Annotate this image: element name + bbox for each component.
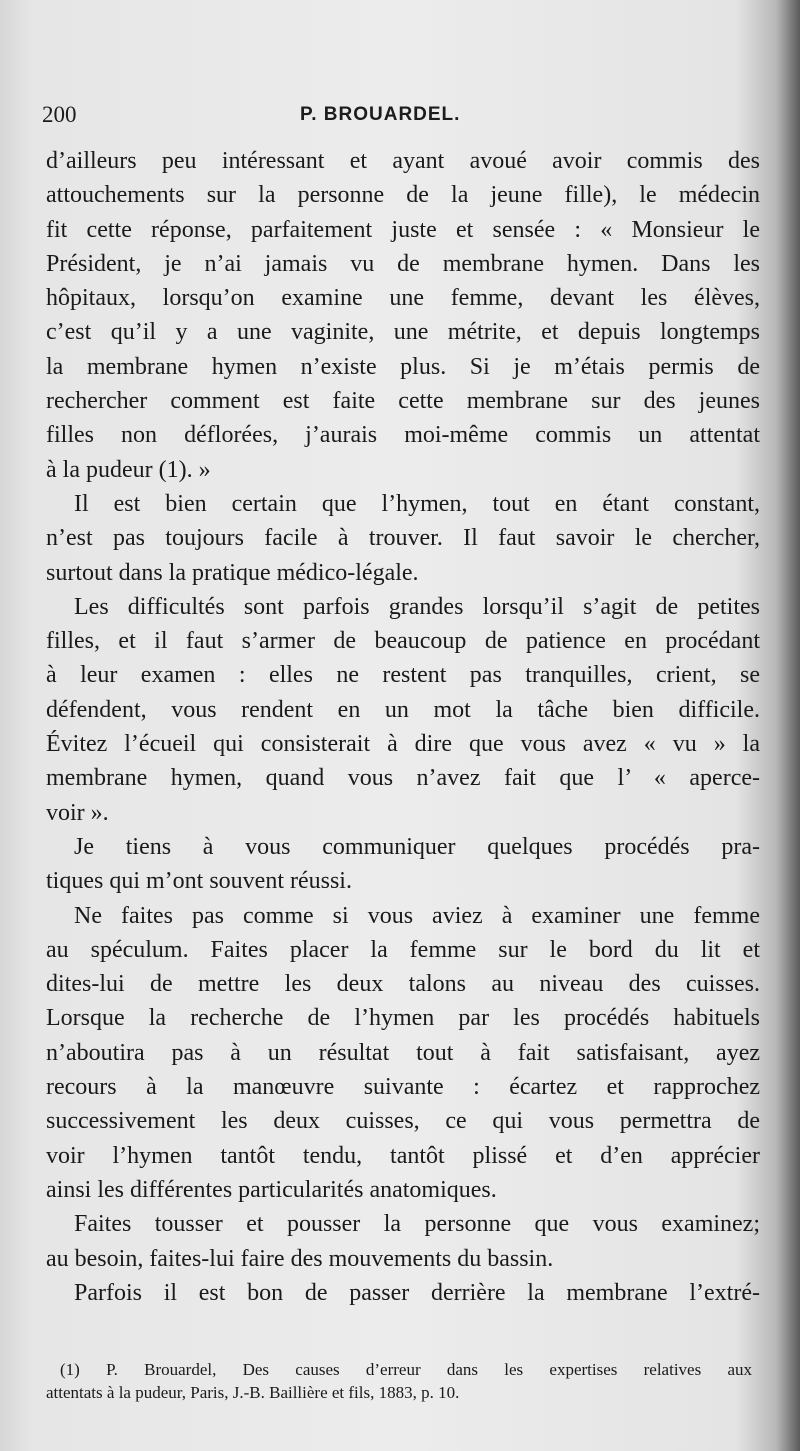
text-line: successivement les deux cuisses, ce qui vous permettra de — [46, 1108, 760, 1135]
text-line: rechercher comment est faite cette membrane sur des jeunes — [46, 388, 760, 415]
text-line: recours à la manœuvre suivante : écartez et rapprochez — [46, 1074, 760, 1101]
text-line: au besoin, faites-lui faire des mouvements du bassin. — [46, 1245, 554, 1272]
text-line: hôpitaux, lorsqu’on examine une femme, devant les élèves, — [46, 285, 760, 312]
text-line: Ne faites pas comme si vous aviez à examiner une femme — [74, 902, 760, 929]
text-line: Les difficultés sont parfois grandes lorsqu’il s’agit de petites — [74, 593, 760, 620]
text-line: voir ». — [46, 799, 109, 826]
text-line: à leur examen : elles ne restent pas tranquilles, crient, se — [46, 662, 760, 689]
text-line: voir l’hymen tantôt tendu, tantôt plissé et d’en apprécier — [46, 1142, 760, 1169]
text-line: ainsi les différentes particularités anatomiques. — [46, 1176, 497, 1203]
text-line: attouchements sur la personne de la jeune fille), le médecin — [46, 182, 760, 209]
body-text — [46, 144, 760, 1310]
text-line: la membrane hymen n’existe plus. Si je m’étais permis de — [46, 353, 760, 380]
text-line: filles non déflorées, j’aurais moi-même commis un attentat — [46, 422, 760, 449]
running-head: P. BROUARDEL. — [300, 104, 461, 125]
text-line: membrane hymen, quand vous n’avez fait que l’ « aperce- — [46, 765, 760, 792]
footnote-line: attentats à la pudeur, Paris, J.-B. Baillière et fils, 1883, p. 10. — [46, 1383, 460, 1402]
text-line: défendent, vous rendent en un mot la tâche bien difficile. — [46, 696, 760, 723]
text-line: dites-lui de mettre les deux talons au niveau des cuisses. — [46, 971, 760, 998]
text-line: au spéculum. Faites placer la femme sur le bord du lit et — [46, 936, 760, 963]
footnote-line: (1) P. Brouardel, Des causes d’erreur dans les expertises relatives aux — [60, 1360, 752, 1379]
text-line: Je tiens à vous communiquer quelques procédés pra- — [74, 833, 760, 860]
text-line: surtout dans la pratique médico-légale. — [46, 559, 419, 586]
text-line: Faites tousser et pousser la personne que vous examinez; — [74, 1211, 760, 1238]
footnote — [46, 1358, 752, 1404]
page-header — [0, 102, 800, 136]
text-line: Évitez l’écueil qui consisterait à dire que vous avez « vu » la — [46, 731, 760, 758]
text-line: Il est bien certain que l’hymen, tout en étant constant, — [74, 490, 760, 517]
page-number: 200 — [42, 102, 77, 127]
text-line: filles, et il faut s’armer de beaucoup de patience en procédant — [46, 628, 760, 655]
text-line: tiques qui m’ont souvent réussi. — [46, 868, 352, 895]
text-line: n’est pas toujours facile à trouver. Il faut savoir le chercher, — [46, 525, 760, 552]
text-line: d’ailleurs peu intéressant et ayant avoué avoir commis des — [46, 148, 760, 174]
text-line: fit cette réponse, parfaitement juste et sensée : « Monsieur le — [46, 216, 760, 243]
text-line: n’aboutira pas à un résultat tout à fait satisfaisant, ayez — [46, 1039, 760, 1066]
text-line: Lorsque la recherche de l’hymen par les procédés habituels — [46, 1005, 760, 1032]
text-line: Président, je n’ai jamais vu de membrane hymen. Dans les — [46, 250, 760, 277]
text-line: Parfois il est bon de passer derrière la membrane l’extré- — [74, 1279, 760, 1306]
text-line: c’est qu’il y a une vaginite, une métrite, et depuis longtemps — [46, 319, 760, 346]
text-line: à la pudeur (1). » — [46, 456, 211, 483]
